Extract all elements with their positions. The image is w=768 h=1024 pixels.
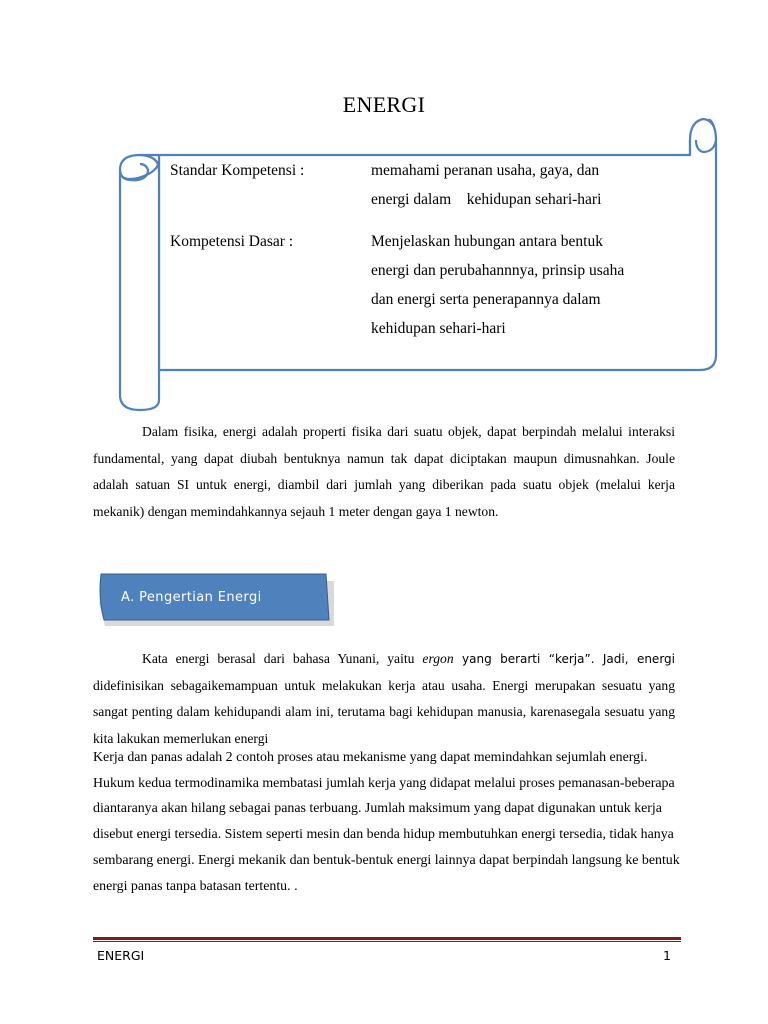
intro-paragraph: Dalam fisika, energi adalah properti fisika dari suatu objek, dapat berpindah melalui interaksi fundamental, yang dapat diubah bentuknya namun tak dapat diciptakan maupun dimusnahkan. Joule adalah satuan SI untuk energi, diambil dari jumlah yang diberikan pada suatu objek (melalui kerja mekanik) dengan memindahkannya sejauh 1 meter dengan gaya 1 newton. bbox=[93, 424, 675, 519]
standar-kompetensi-line-2: energi dalam kehidupan sehari-hari bbox=[371, 191, 602, 208]
kompetensi-dasar-line-2: energi dan perubahannnya, prinsip usaha bbox=[371, 262, 625, 279]
standar-kompetensi-label: Standar Kompetensi : bbox=[170, 162, 305, 179]
section-a-heading: A. Pengertian Energi bbox=[121, 590, 262, 605]
kompetensi-dasar-line-1: Menjelaskan hubungan antara bentuk bbox=[371, 233, 603, 250]
kompetensi-dasar-line-4: kehidupan sehari-hari bbox=[371, 320, 506, 337]
section-a-paragraph-2: Kerja dan panas adalah 2 contoh proses atau mekanisme yang dapat memindahkan sejumlah energi. Hukum kedua termodinamika membatasi jumlah kerja yang didapat melalui proses pemanasan-beberapa diantaranya akan hilang sebagai panas terbuang. Jumlah maksimum yang dapat digunakan untuk kerja disebut energi tersedia. Sistem seperti mesin dan benda hidup membutuhkan energi tersedia, tidak hanya sembarang energi. Energi mekanik dan bentuk-bentuk energi lainnya dapat berpindah langsung ke bentuk energi panas tanpa batasan tertentu. . bbox=[93, 750, 680, 894]
kompetensi-dasar-label: Kompetensi Dasar : bbox=[170, 233, 294, 250]
footer-rule-thin bbox=[93, 941, 681, 942]
standar-kompetensi-line-1: memahami peranan usaha, gaya, dan bbox=[371, 162, 600, 179]
section-a-paragraph-1 bbox=[93, 646, 675, 752]
kompetensi-dasar-line-3: dan energi serta penerapannya dalam bbox=[371, 291, 601, 308]
page-title: ENERGI bbox=[342, 92, 426, 117]
para1-mid: yang berarti “kerja”. Jadi, energi bbox=[453, 652, 675, 666]
page-number: 1 bbox=[663, 948, 671, 963]
para1-ergon: ergon bbox=[422, 651, 454, 666]
footer-rule bbox=[93, 937, 681, 940]
para1-rest: didefinisikan sebagaikemampuan untuk melakukan kerja atau usaha. Energi merupakan sesuatu yang sangat penting dalam kehidupandi alam ini, terutama bagi kehidupan manusia, karenasegala sesuatu yang kita lakukan memerlukan energi bbox=[93, 677, 675, 746]
para1-start: Kata energi berasal dari bahasa Yunani, yaitu bbox=[142, 651, 423, 666]
footer-title: ENERGI bbox=[97, 948, 145, 963]
